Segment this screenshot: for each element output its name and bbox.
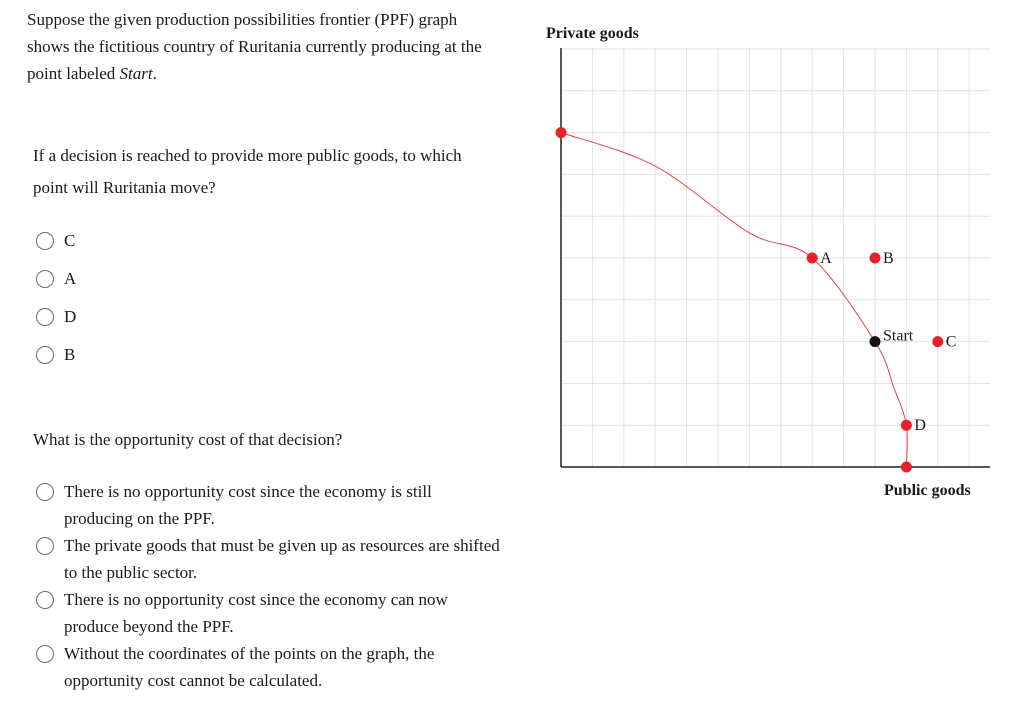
- option-label: There is no opportunity cost since the economy can now produce beyond the PPF.: [64, 590, 448, 636]
- point-c: [932, 336, 943, 347]
- question2-option-3[interactable]: [36, 586, 506, 640]
- option-label: B: [64, 345, 76, 364]
- ppf-chart-svg: [540, 10, 1010, 510]
- point-intercept: [556, 127, 567, 138]
- option-label: D: [64, 307, 77, 326]
- option-label: C: [64, 231, 76, 250]
- option-label: Without the coordinates of the points on the graph, the opportunity cost cannot be calculated.: [64, 644, 435, 690]
- point-label-c: C: [945, 333, 957, 351]
- question2-option-1[interactable]: [36, 478, 506, 532]
- x-axis-label: Public goods: [884, 482, 971, 499]
- question1-options: [36, 222, 76, 374]
- point-d: [901, 420, 912, 431]
- intro-text-main: Suppose the given production possibilities frontier (PPF) graph shows the fictitious country of Ruritania currently producing at the point labeled: [27, 10, 482, 83]
- radio-icon[interactable]: [36, 346, 54, 364]
- radio-icon[interactable]: [36, 591, 54, 609]
- point-b: [870, 253, 881, 264]
- point-label-b: B: [883, 250, 894, 267]
- point-label-start: Start: [883, 327, 914, 345]
- question2-option-2[interactable]: [36, 532, 506, 586]
- point-label-a: A: [820, 250, 832, 267]
- intro-period: .: [152, 64, 157, 83]
- question2-options: [36, 478, 506, 694]
- option-label: A: [64, 269, 77, 288]
- y-axis-label: Private goods: [546, 25, 639, 42]
- radio-icon[interactable]: [36, 483, 54, 501]
- ppf-chart: [540, 10, 1010, 510]
- question1-option-a[interactable]: [36, 260, 76, 298]
- radio-icon[interactable]: [36, 270, 54, 288]
- option-label: The private goods that must be given up as resources are shifted to the public sector.: [64, 536, 500, 582]
- point-intercept: [901, 462, 912, 473]
- radio-icon[interactable]: [36, 645, 54, 663]
- radio-icon[interactable]: [36, 537, 54, 555]
- intro-text: [27, 6, 497, 87]
- question1-prompt: If a decision is reached to provide more public goods, to which point will Ruritania move?: [33, 146, 462, 197]
- question2-option-4[interactable]: [36, 640, 506, 694]
- question1-option-b[interactable]: [36, 336, 76, 374]
- question2-prompt: What is the opportunity cost of that decision?: [33, 430, 343, 449]
- point-a: [807, 253, 818, 264]
- point-start: [870, 336, 881, 347]
- intro-start-word: Start: [119, 64, 153, 83]
- radio-icon[interactable]: [36, 232, 54, 250]
- question1-option-c[interactable]: [36, 222, 76, 260]
- radio-icon[interactable]: [36, 308, 54, 326]
- option-label: There is no opportunity cost since the economy is still producing on the PPF.: [64, 482, 432, 528]
- chart-grid: [561, 48, 990, 467]
- question1-option-d[interactable]: [36, 298, 76, 336]
- point-label-d: D: [914, 417, 926, 435]
